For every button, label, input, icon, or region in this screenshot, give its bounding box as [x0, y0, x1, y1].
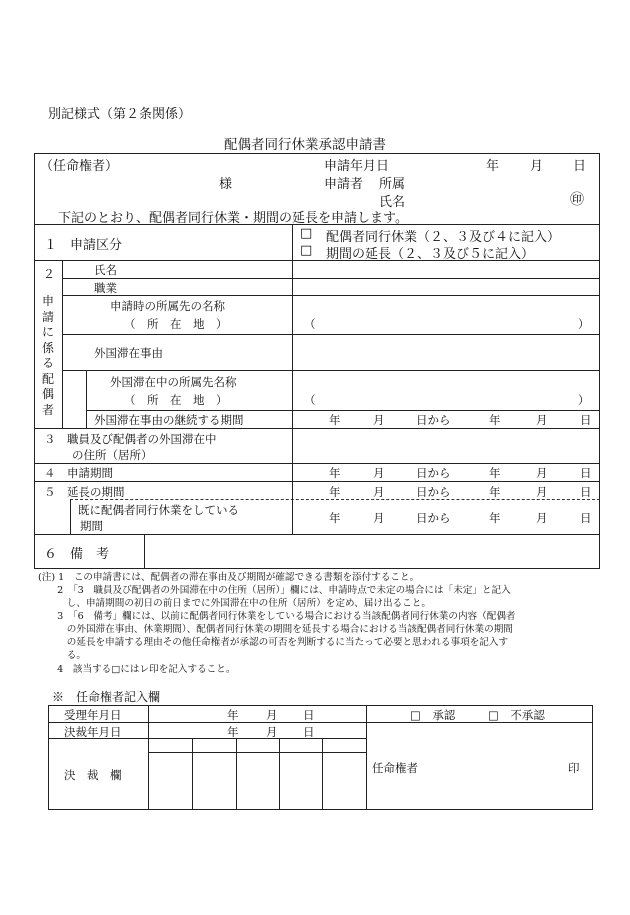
intro-sentence: 下記のとおり、配偶者同行休業・期間の延長を申請します。 — [58, 211, 408, 226]
section3-line2: の住所（居所） — [72, 448, 153, 462]
note-2b: し、申請期間の初日の前日までに外国滞在中の住所（居所）を定め、届け出ること。 — [38, 598, 431, 609]
authority-signature-label: 任命権者 — [372, 761, 418, 775]
applicant-label: 申請者 — [324, 177, 364, 192]
apply-date-label: 申請年月日 — [324, 159, 390, 174]
continuing-period-label: 外国滞在事由の継続する期間 — [94, 413, 244, 427]
sama-honorific: 様 — [219, 177, 233, 192]
decision-month-unit: 月 — [266, 725, 278, 739]
org-at-apply-label: 申請時の所属先の名称 — [110, 299, 225, 313]
org-location-label: （ 所 在 地 ） — [124, 317, 228, 331]
spouse-name-label: 氏名 — [94, 263, 117, 277]
reason-label: 外国滞在事由 — [94, 346, 163, 360]
note-3a: 3 「6 備考」欄には、以前に配偶者同行休業をしている場合における当該配偶者同行休業の内容（配偶者 — [38, 611, 516, 622]
approval-field-label: 決 裁 欄 — [64, 768, 122, 782]
received-date-label: 受理年月日 — [64, 708, 122, 722]
authority-addressee: （任命権者） — [40, 159, 119, 174]
received-month-unit: 月 — [266, 708, 278, 722]
decision-date-label: 決裁年月日 — [64, 725, 122, 739]
foreign-location-label: （ 所 在 地 ） — [124, 393, 228, 407]
form-reference: 別記様式（第２条関係） — [48, 107, 192, 122]
decision-day-unit: 日 — [303, 725, 315, 739]
section2-number: ２ — [43, 267, 56, 281]
option1-label: 配偶者同行休業（２、３及び４に記入） — [326, 230, 561, 245]
apply-month-unit: 月 — [530, 159, 544, 174]
note-4: 4 該当する□にはレ印を記入すること。 — [38, 664, 236, 675]
foreign-location-paren-close: ） — [578, 393, 590, 407]
approve-checkbox[interactable]: □ 承認 — [410, 708, 456, 722]
section1-label: １ 申請区分 — [44, 238, 123, 253]
foreign-org-label: 外国滞在中の所属先名称 — [110, 375, 237, 389]
note-3c: の延長を申請する理由その他任命権者が承認の可否を判断するに当たって必要と思われる事項を記入す — [38, 637, 509, 648]
section5-label: ５ 延長の期間 — [44, 485, 125, 499]
spouse-vertical-label: 申 請 に 係 る 配 偶 者 — [41, 294, 54, 417]
section6-label: ６ 備 考 — [44, 547, 110, 562]
disapprove-checkbox[interactable]: □ 不承認 — [488, 708, 545, 722]
foreign-location-paren-open: （ — [304, 393, 316, 407]
option2-checkbox[interactable]: □ — [300, 243, 313, 258]
received-year-unit: 年 — [227, 708, 239, 722]
option1-checkbox[interactable]: □ — [300, 226, 313, 241]
org-location-paren-close: ） — [578, 317, 590, 331]
note-3d: る。 — [38, 650, 86, 661]
org-location-paren-open: （ — [304, 317, 316, 331]
authority-section-heading: ※ 任命権者記入欄 — [52, 690, 161, 704]
prior-leave-line1: 既に配偶者同行休業をしている — [78, 503, 239, 517]
section4-label: ４ 申請期間 — [44, 466, 113, 480]
form-title: 配偶者同行休業承認申請書 — [224, 137, 386, 153]
received-day-unit: 日 — [303, 708, 315, 722]
apply-day-unit: 日 — [573, 159, 587, 174]
prior-leave-line2: 期間 — [80, 519, 103, 533]
apply-year-unit: 年 — [486, 159, 500, 174]
note-3b: の外国滞在事由、休業期間）、配偶者同行休業の期間を延長する場合における当該配偶者同行休業の期間 — [38, 624, 513, 635]
decision-year-unit: 年 — [227, 725, 239, 739]
seal-mark: ㊞ — [570, 192, 584, 208]
option2-label: 期間の延長（２、３及び５に記入） — [326, 247, 535, 262]
occupation-label: 職業 — [94, 281, 117, 295]
note-1: (注) 1 この申請書には、配偶者の滞在事由及び期間が確認できる書類を添付すること。 — [38, 572, 420, 583]
section3-line1: ３ 職員及び配偶者の外国滞在中 — [44, 432, 217, 446]
name-label: 氏名 — [379, 195, 406, 210]
note-2a: 2 「3 職員及び配偶者の外国滞在中の住所（居所）」欄には、申請時点で未定の場合には「未定」と記入 — [38, 585, 511, 596]
affiliation-label: 所属 — [379, 177, 406, 192]
authority-seal-label: 印 — [568, 761, 580, 775]
